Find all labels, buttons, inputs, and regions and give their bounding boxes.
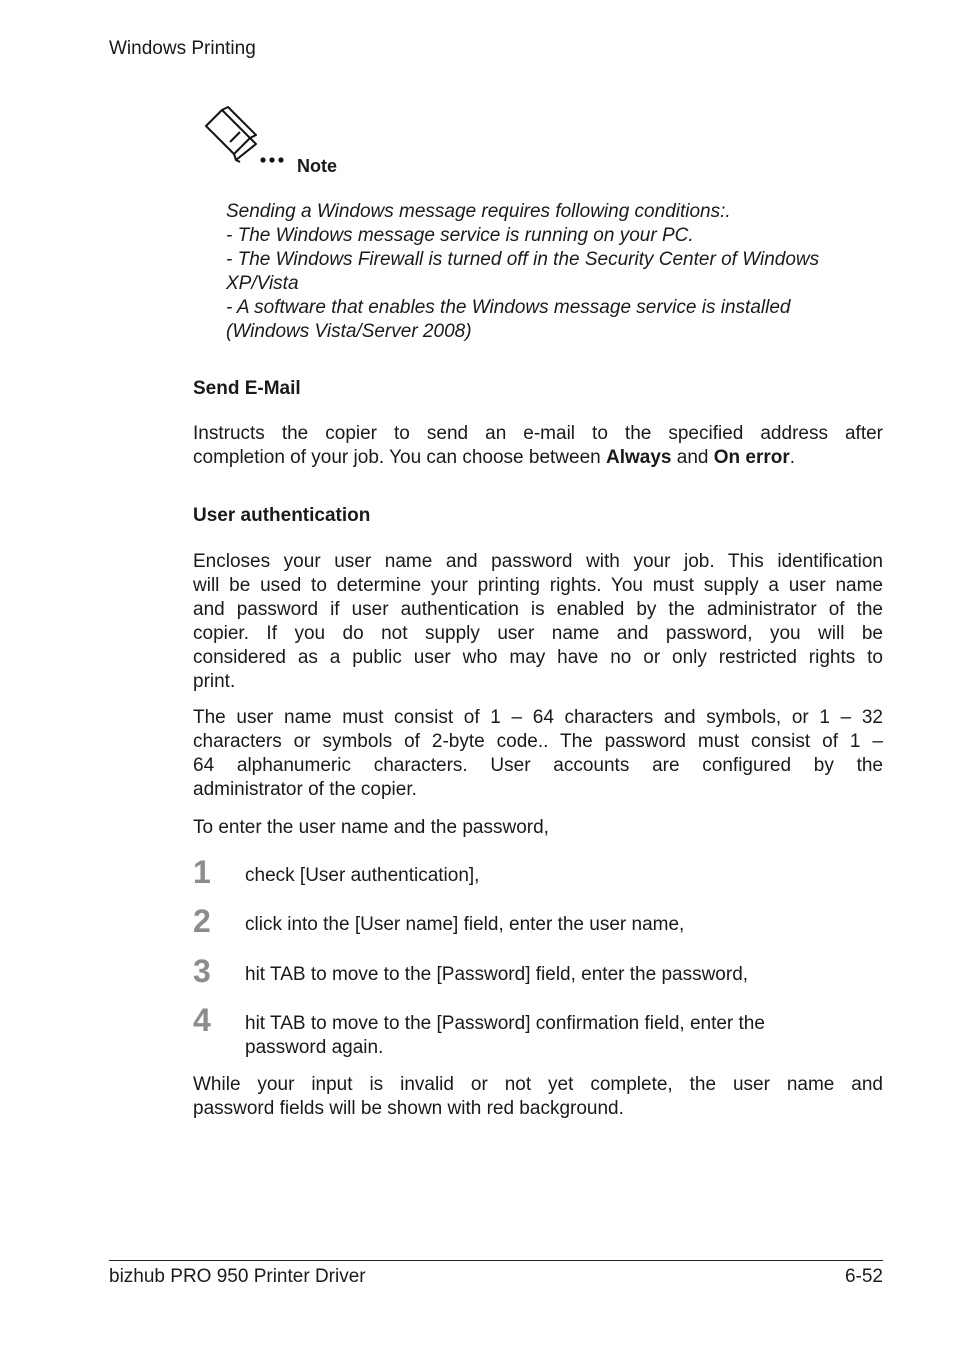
- step-number: 3: [193, 953, 211, 989]
- user-auth-heading: User authentication: [193, 505, 371, 526]
- user-auth-paragraph-2: [193, 706, 883, 802]
- paragraph-line: administrator of the copier.: [193, 779, 417, 800]
- paragraph-line: While your input is invalid or not yet complete, the user name and: [193, 1074, 883, 1095]
- paragraph-line: and password if user authentication is enabled by the administrator of the: [193, 599, 883, 620]
- steps-intro: To enter the user name and the password,: [193, 817, 549, 838]
- paragraph-line: Instructs the copier to send an e-mail to the specified address after: [193, 423, 883, 444]
- send-email-paragraph: [193, 422, 883, 470]
- send-email-heading: Send E-Mail: [193, 378, 301, 399]
- running-header: Windows Printing: [109, 38, 256, 59]
- paragraph-line: considered as a public user who may have no or only restricted rights to: [193, 647, 883, 668]
- note-line: - The Windows Firewall is turned off in the Security Center of Windows: [226, 249, 820, 270]
- step-text: hit TAB to move to the [Password] confirmation field, enter the password again.: [245, 1013, 765, 1058]
- footer-page-number: 6-52: [844, 1266, 883, 1287]
- paragraph-line: Encloses your user name and password with your job. This identification: [193, 551, 883, 572]
- note-line: - A software that enables the Windows message service is installed: [226, 297, 791, 318]
- footer-divider: [109, 1260, 883, 1261]
- note-line: Sending a Windows message requires following conditions:.: [226, 201, 731, 222]
- step-text: check [User authentication],: [245, 865, 480, 886]
- paragraph-line: 64 alphanumeric characters. User accounts are configured by the: [193, 755, 883, 776]
- paragraph-line: password fields will be shown with red background.: [193, 1098, 624, 1119]
- step-number: 4: [193, 1002, 211, 1038]
- note-line: - The Windows message service is running on your PC.: [226, 225, 694, 246]
- note-label: Note: [297, 156, 337, 176]
- paragraph-line: completion of your job. You can choose between Always and On error.: [193, 447, 796, 468]
- step-text: click into the [User name] field, enter the user name,: [245, 914, 685, 935]
- note-line: XP/Vista: [226, 273, 299, 294]
- paragraph-line: will be used to determine your printing rights. You must supply a user name: [193, 575, 883, 596]
- note-pencil-icon: [200, 104, 292, 166]
- step-text: hit TAB to move to the [Password] field, enter the password,: [245, 964, 749, 985]
- paragraph-line: characters or symbols of 2-byte code.. The password must consist of 1 –: [193, 731, 883, 752]
- closing-paragraph: [193, 1073, 883, 1121]
- step-number: 1: [193, 854, 211, 890]
- note-line: (Windows Vista/Server 2008): [226, 321, 472, 342]
- paragraph-line: copier. If you do not supply user name and password, you will be: [193, 623, 883, 644]
- note-text: [226, 200, 886, 344]
- footer-product: bizhub PRO 950 Printer Driver: [109, 1266, 366, 1287]
- paragraph-line: print.: [193, 671, 236, 692]
- user-auth-paragraph-1: [193, 550, 883, 694]
- option-always: Always: [606, 447, 672, 468]
- option-on-error: On error: [713, 447, 790, 468]
- step-number: 2: [193, 903, 211, 939]
- paragraph-line: The user name must consist of 1 – 64 characters and symbols, or 1 – 32: [193, 707, 883, 728]
